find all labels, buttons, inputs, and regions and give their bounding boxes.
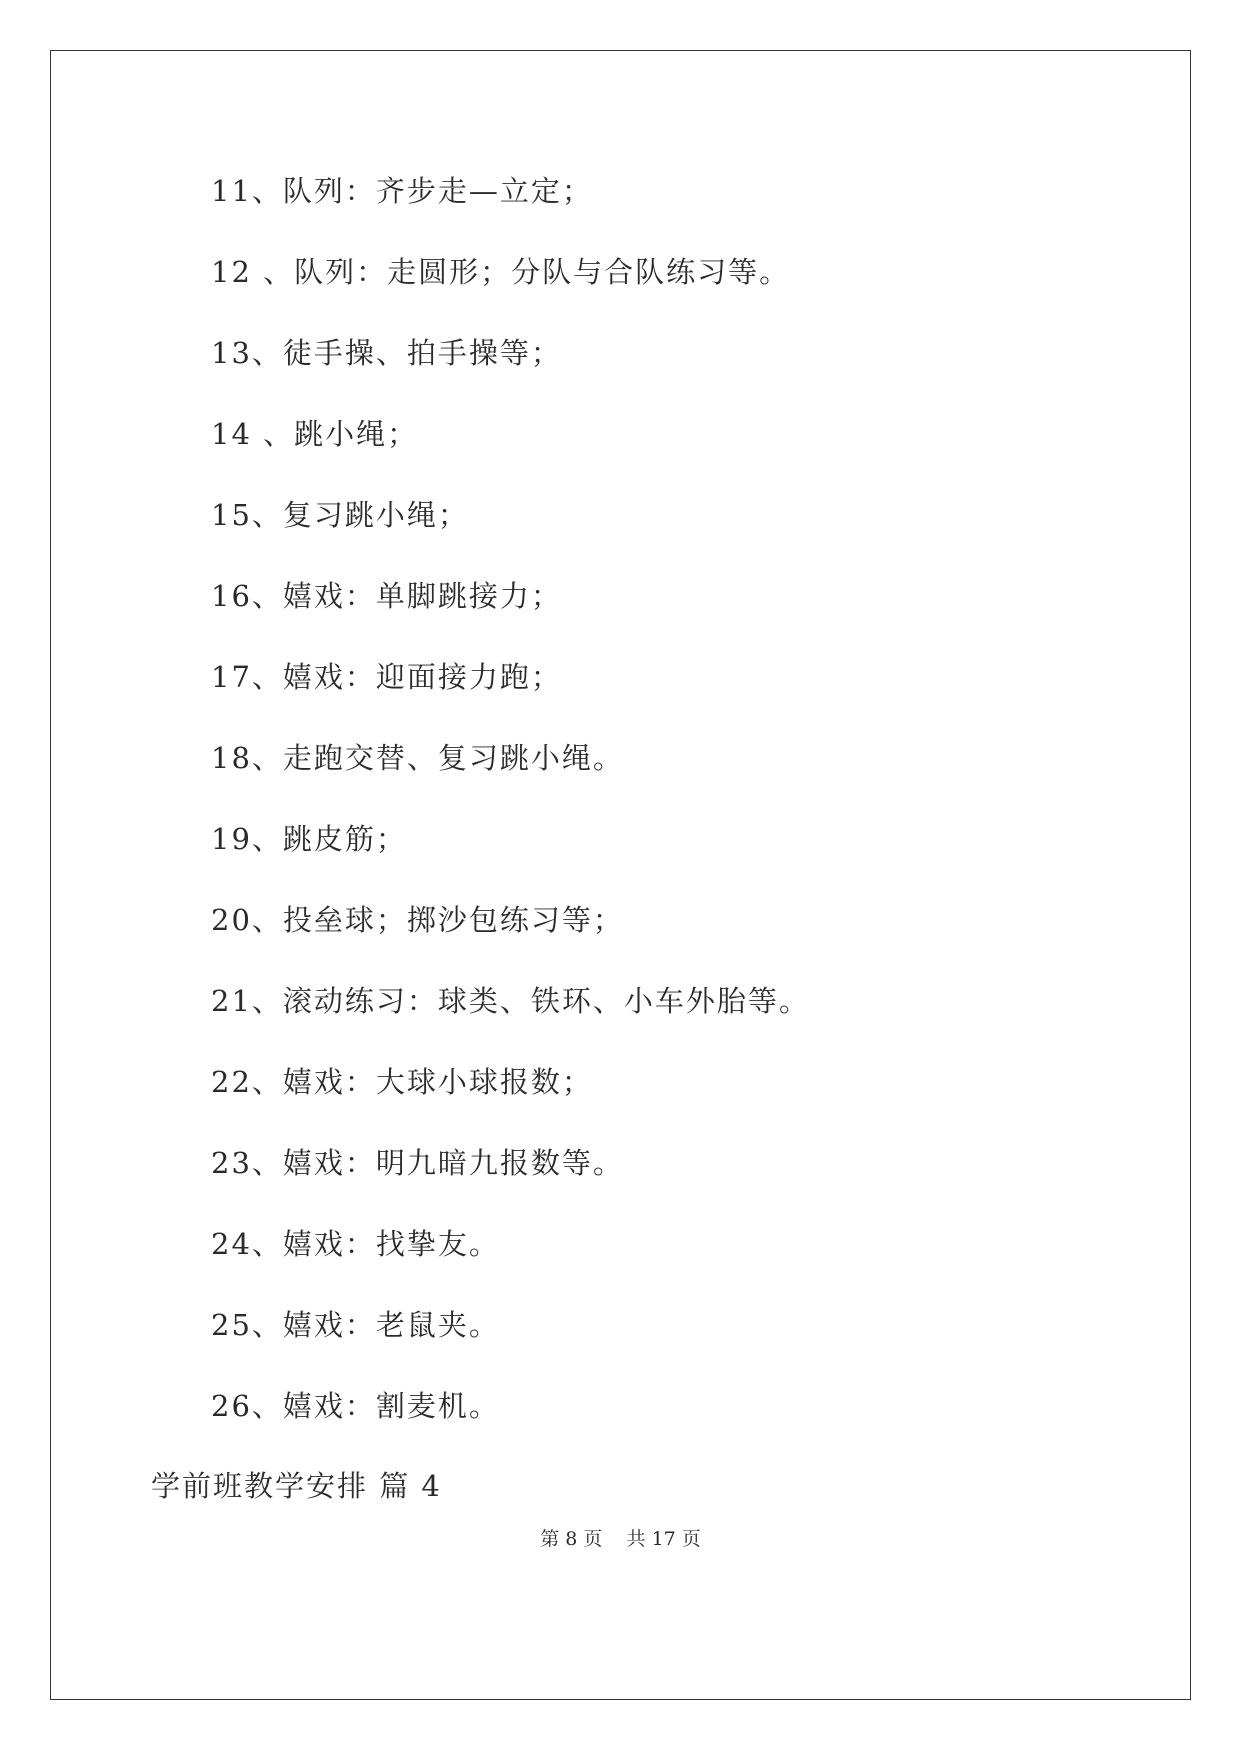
list-item: 25、嬉戏：老鼠夹。 [211,1308,500,1342]
list-item: 16、嬉戏：单脚跳接力； [211,579,562,613]
list-item: 12 、队列：走圆形；分队与合队练习等。 [211,255,791,289]
list-item: 24、嬉戏：找挚友。 [211,1227,500,1261]
list-item: 21、滚动练习：球类、铁环、小车外胎等。 [211,984,810,1018]
list-item: 20、投垒球；掷沙包练习等； [211,903,624,937]
section-heading: 学前班教学安排 篇 4 [151,1469,442,1503]
list-item: 15、复习跳小绳； [211,498,469,532]
list-item: 23、嬉戏：明九暗九报数等。 [211,1146,624,1180]
page-footer: 第 8 页 共 17 页 [540,1528,701,1550]
list-item: 17、嬉戏：迎面接力跑； [211,660,562,694]
list-item: 26、嬉戏：割麦机。 [211,1389,500,1423]
page-border [50,50,1191,1700]
list-item: 19、跳皮筋； [211,822,407,856]
list-item: 13、徒手操、拍手操等； [211,336,562,370]
list-item: 18、走跑交替、复习跳小绳。 [211,741,624,775]
list-item: 22、嬉戏：大球小球报数； [211,1065,593,1099]
list-item: 14 、跳小绳； [211,417,419,451]
list-item: 11、队列：齐步走—立定； [211,174,593,208]
